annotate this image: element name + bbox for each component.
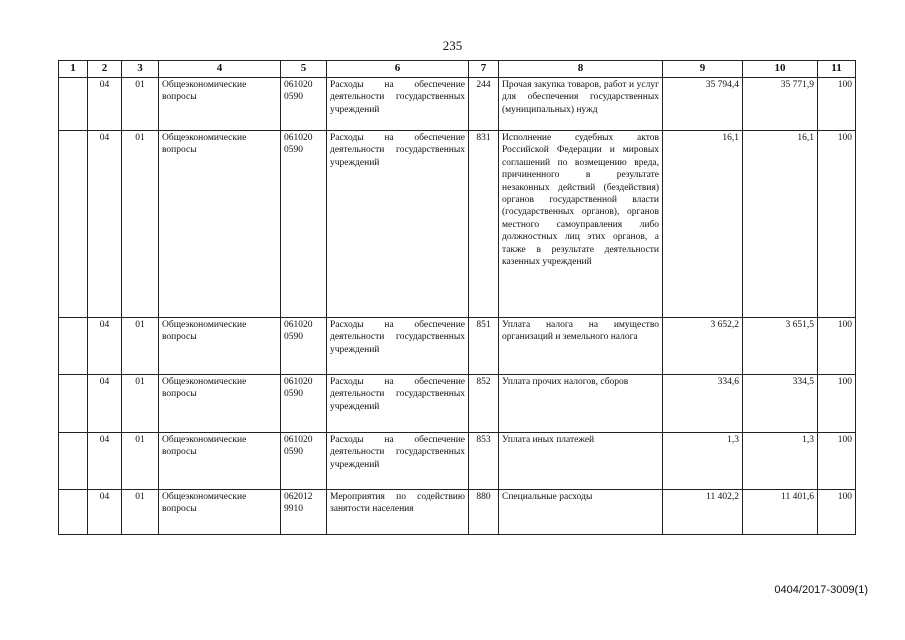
cell-expense-name: Исполнение судебных актов Российской Федерации и мировых соглашений по возмещению вреда, причиненного в результате незаконных действий (бездействия) органов государственной власти (государственных органов), органов местного самоуправления либо должностных лиц этих органов, а также в результате деятельности казенных учреждений — [499, 131, 663, 318]
cell-percent: 100 — [818, 78, 856, 131]
cell-executed: 1,3 — [743, 433, 818, 490]
cell-section-name: Общеэкономические вопросы — [159, 433, 281, 490]
cell-expense-name: Уплата налога на имущество организаций и земельного налога — [499, 318, 663, 375]
table-row — [59, 131, 856, 318]
col-header: 6 — [327, 61, 469, 78]
cell-expense-name: Прочая закупка товаров, работ и услуг для обеспечения государственных (муниципальных) нужд — [499, 78, 663, 131]
cell-col1 — [59, 433, 88, 490]
col-header: 7 — [469, 61, 499, 78]
cell-target-name: Расходы на обеспечение деятельности государственных учреждений — [327, 131, 469, 318]
cell-col1 — [59, 78, 88, 131]
cell-section: 04 — [88, 131, 122, 318]
cell-subsection: 01 — [122, 131, 159, 318]
cell-expense-type: 851 — [469, 318, 499, 375]
cell-percent: 100 — [818, 131, 856, 318]
cell-target-code: 061020 0590 — [281, 318, 327, 375]
cell-expense-name: Уплата иных платежей — [499, 433, 663, 490]
cell-section-name: Общеэкономические вопросы — [159, 131, 281, 318]
cell-target-name: Мероприятия по содействию занятости населения — [327, 490, 469, 535]
cell-expense-name: Специальные расходы — [499, 490, 663, 535]
cell-section-name: Общеэкономические вопросы — [159, 78, 281, 131]
cell-section: 04 — [88, 490, 122, 535]
cell-subsection: 01 — [122, 78, 159, 131]
cell-expense-type: 880 — [469, 490, 499, 535]
cell-col1 — [59, 318, 88, 375]
table-row — [59, 78, 856, 131]
col-header: 4 — [159, 61, 281, 78]
table-row — [59, 375, 856, 433]
col-header: 10 — [743, 61, 818, 78]
cell-planned: 334,6 — [663, 375, 743, 433]
cell-target-code: 061020 0590 — [281, 131, 327, 318]
cell-target-code: 061020 0590 — [281, 433, 327, 490]
col-header: 5 — [281, 61, 327, 78]
table-row — [59, 433, 856, 490]
budget-table — [58, 60, 856, 535]
header-row — [59, 61, 856, 78]
cell-expense-type: 853 — [469, 433, 499, 490]
cell-executed: 35 771,9 — [743, 78, 818, 131]
page-number: 235 — [442, 38, 463, 53]
cell-col1 — [59, 131, 88, 318]
cell-planned: 3 652,2 — [663, 318, 743, 375]
cell-section-name: Общеэкономические вопросы — [159, 490, 281, 535]
col-header: 3 — [122, 61, 159, 78]
cell-subsection: 01 — [122, 375, 159, 433]
cell-percent: 100 — [818, 490, 856, 535]
cell-expense-type: 831 — [469, 131, 499, 318]
col-header: 11 — [818, 61, 856, 78]
cell-target-name: Расходы на обеспечение деятельности государственных учреждений — [327, 375, 469, 433]
cell-target-name: Расходы на обеспечение деятельности государственных учреждений — [327, 318, 469, 375]
cell-executed: 3 651,5 — [743, 318, 818, 375]
cell-target-code: 061020 0590 — [281, 375, 327, 433]
cell-section-name: Общеэкономические вопросы — [159, 318, 281, 375]
cell-col1 — [59, 375, 88, 433]
cell-section-name: Общеэкономические вопросы — [159, 375, 281, 433]
cell-percent: 100 — [818, 433, 856, 490]
cell-planned: 1,3 — [663, 433, 743, 490]
cell-target-code: 062012 9910 — [281, 490, 327, 535]
cell-expense-type: 244 — [469, 78, 499, 131]
cell-subsection: 01 — [122, 433, 159, 490]
cell-subsection: 01 — [122, 490, 159, 535]
cell-section: 04 — [88, 375, 122, 433]
table-row — [59, 490, 856, 535]
col-header: 1 — [59, 61, 88, 78]
cell-executed: 334,5 — [743, 375, 818, 433]
cell-executed: 16,1 — [743, 131, 818, 318]
cell-planned: 16,1 — [663, 131, 743, 318]
table-row — [59, 318, 856, 375]
cell-col1 — [59, 490, 88, 535]
cell-target-code: 061020 0590 — [281, 78, 327, 131]
cell-percent: 100 — [818, 318, 856, 375]
document-code: 0404/2017-3009(1) — [774, 584, 868, 596]
col-header: 9 — [663, 61, 743, 78]
cell-executed: 11 401,6 — [743, 490, 818, 535]
col-header: 8 — [499, 61, 663, 78]
cell-section: 04 — [88, 433, 122, 490]
cell-planned: 35 794,4 — [663, 78, 743, 131]
cell-planned: 11 402,2 — [663, 490, 743, 535]
cell-expense-type: 852 — [469, 375, 499, 433]
cell-percent: 100 — [818, 375, 856, 433]
cell-expense-name: Уплата прочих налогов, сборов — [499, 375, 663, 433]
cell-target-name: Расходы на обеспечение деятельности государственных учреждений — [327, 78, 469, 131]
cell-section: 04 — [88, 78, 122, 131]
cell-subsection: 01 — [122, 318, 159, 375]
col-header: 2 — [88, 61, 122, 78]
cell-section: 04 — [88, 318, 122, 375]
cell-target-name: Расходы на обеспечение деятельности государственных учреждений — [327, 433, 469, 490]
